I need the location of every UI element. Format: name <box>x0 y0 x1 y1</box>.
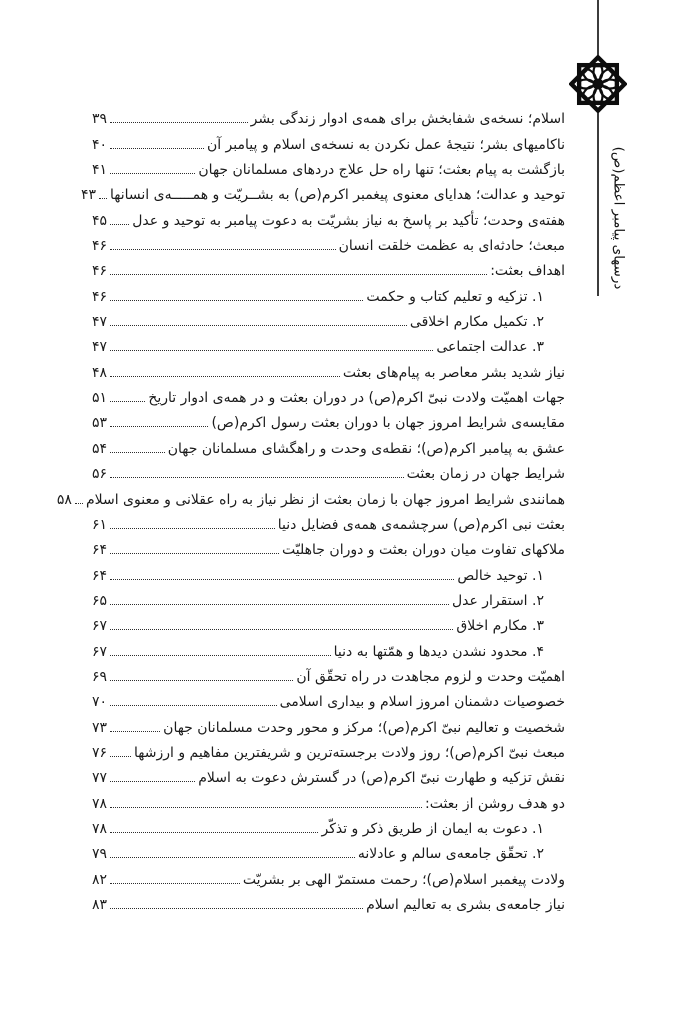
toc-entry-page[interactable]: ۷۳ <box>92 719 108 736</box>
dotted-leader <box>110 553 279 554</box>
toc-entry-label[interactable]: مبعث؛ حادثه‌ای به عظمت خلقت انسان <box>338 238 565 255</box>
toc-entry-label[interactable]: نقش تزکیه و طهارت نبیّ اکرم(ص) در گسترش دعوت به اسلام <box>198 770 565 787</box>
toc-entry-label[interactable]: دو هدف روشن از بعثت: <box>425 795 565 812</box>
toc-row[interactable] <box>92 333 565 358</box>
dotted-leader <box>110 579 454 580</box>
dotted-leader <box>110 807 422 808</box>
toc-row[interactable] <box>92 815 565 840</box>
toc-entry-label[interactable]: ۱. دعوت به ایمان از طریق ذکر و تذکّر <box>321 820 544 837</box>
toc-entry-label[interactable]: ۲. تکمیل مکارم اخلاقی <box>409 314 544 331</box>
toc-row[interactable] <box>92 789 565 814</box>
toc-entry-label[interactable]: بازگشت به پیام بعثت؛ تنها راه حل علاج دردهای مسلمانان جهان <box>198 162 565 179</box>
dotted-leader <box>110 376 340 377</box>
star-ornament-icon <box>569 55 627 113</box>
toc-entry-page[interactable]: ۸۲ <box>92 871 108 888</box>
toc-entry-label[interactable]: شخصیت و تعالیم نبیّ اکرم(ص)؛ مرکز و محور وحدت مسلمانان جهان <box>163 719 565 736</box>
toc-row[interactable] <box>92 637 565 662</box>
toc-row[interactable] <box>92 536 565 561</box>
toc-entry-page[interactable]: ۶۷ <box>92 643 108 660</box>
toc-entry-label[interactable]: عشق به پیامبر اکرم(ص)؛ نقطه‌ی وحدت و راهگشای مسلمانان جهان <box>167 440 565 457</box>
dotted-leader <box>110 122 248 123</box>
dotted-leader <box>110 832 318 833</box>
toc-row[interactable] <box>92 460 565 485</box>
dotted-leader <box>110 680 293 681</box>
toc-list <box>56 105 565 916</box>
toc-row[interactable] <box>92 587 565 612</box>
toc-entry-page[interactable]: ۵۴ <box>92 440 108 457</box>
toc-entry-label[interactable]: اهمیّت وحدت و لزوم مجاهدت در راه تحقّق آن <box>296 668 565 685</box>
toc-entry-page[interactable]: ۴۷ <box>92 339 108 356</box>
dotted-leader <box>110 173 195 174</box>
toc-row[interactable] <box>92 282 565 307</box>
toc-entry-page[interactable]: ۶۱ <box>92 516 108 533</box>
toc-entry-label[interactable]: مقایسه‌ی شرایط امروز جهان با دوران بعثت رسول اکرم(ص) <box>211 415 565 432</box>
toc-row[interactable] <box>80 181 565 206</box>
dotted-leader <box>110 781 195 782</box>
toc-row[interactable] <box>92 663 565 688</box>
dotted-leader <box>110 300 363 301</box>
toc-entry-label[interactable]: ۱. توحید خالص <box>457 567 544 584</box>
dotted-leader <box>110 705 277 706</box>
toc-row[interactable] <box>92 865 565 890</box>
toc-row[interactable] <box>92 612 565 637</box>
toc-entry-page[interactable]: ۷۷ <box>92 770 108 787</box>
toc-entry-page[interactable]: ۷۶ <box>92 744 108 761</box>
toc-entry-page[interactable]: ۵۶ <box>92 466 108 483</box>
dotted-leader <box>110 148 204 149</box>
toc-entry-label[interactable]: خصوصیات دشمنان امروز اسلام و بیداری اسلامی <box>279 694 565 711</box>
toc-entry-page[interactable]: ۴۵ <box>92 212 108 229</box>
toc-entry-page[interactable]: ۶۵ <box>92 592 108 609</box>
toc-entry-label[interactable]: مبعث نبیّ اکرم(ص)؛ روز ولادت برجسته‌ترین و شریفترین مفاهیم و ارزشها <box>134 744 565 761</box>
dotted-leader <box>110 452 165 453</box>
toc-entry-page[interactable]: ۵۳ <box>92 415 108 432</box>
dotted-leader <box>110 908 363 909</box>
toc-row[interactable] <box>56 485 565 510</box>
dotted-leader <box>110 426 208 427</box>
toc-entry-page[interactable]: ۳۹ <box>92 111 108 128</box>
dotted-leader <box>75 503 83 504</box>
toc-row[interactable] <box>92 232 565 257</box>
toc-entry-label[interactable]: جهات اهمیّت ولادت نبیّ اکرم(ص) در دوران بعثت و در همه‌ی ادوار تاریخ <box>148 390 565 407</box>
toc-entry-label[interactable]: ۴. محدود نشدن دیدها و همّتها به دنیا <box>333 643 544 660</box>
dotted-leader <box>110 224 129 225</box>
toc-entry-page[interactable]: ۷۰ <box>92 694 108 711</box>
toc-row[interactable] <box>92 308 565 333</box>
toc-entry-label[interactable]: توحید و عدالت؛ هدایای معنوی پیغمبر اکرم(ص) به بشــریّت و همـــــه‌ی انسانها <box>110 187 565 204</box>
toc-row[interactable] <box>92 409 565 434</box>
toc-entry-page[interactable]: ۴۷ <box>92 314 108 331</box>
toc-row[interactable] <box>92 561 565 586</box>
toc-entry-page[interactable]: ۵۸ <box>56 491 72 508</box>
toc-entry-label[interactable]: ناکامیهای بشر؛ نتیجهٔ عمل نکردن به نسخه‌ی اسلام و پیامبر آن <box>206 136 565 153</box>
dotted-leader <box>110 249 336 250</box>
toc-row[interactable] <box>92 511 565 536</box>
toc-entry-label[interactable]: ۳. مکارم اخلاق <box>456 618 544 635</box>
toc-entry-label[interactable]: شرایط جهان در زمان بعثت <box>406 466 565 483</box>
dotted-leader <box>110 401 145 402</box>
toc-entry-page[interactable]: ۶۴ <box>92 542 108 559</box>
toc-entry-page[interactable]: ۸۳ <box>92 897 108 913</box>
dotted-leader <box>110 325 407 326</box>
toc-entry-page[interactable]: ۴۱ <box>92 162 108 179</box>
dotted-leader <box>110 604 449 605</box>
toc-entry-label[interactable]: اهداف بعثت: <box>490 263 565 280</box>
toc-row[interactable] <box>92 156 565 181</box>
dotted-leader <box>110 350 433 351</box>
toc-entry-page[interactable]: ۷۸ <box>92 820 108 837</box>
toc-entry-page[interactable]: ۵۱ <box>92 390 108 407</box>
toc-entry-label[interactable]: هفته‌ی وحدت؛ تأکید بر پاسخ به نیاز بشریّت به دعوت پیامبر به توحید و عدل <box>132 212 565 229</box>
toc-row[interactable] <box>92 713 565 738</box>
toc-entry-page[interactable]: ۴۸ <box>92 364 108 381</box>
toc-entry-page[interactable]: ۴۶ <box>92 288 108 305</box>
dotted-leader <box>110 655 331 656</box>
toc-row[interactable] <box>92 840 565 865</box>
toc-entry-page[interactable]: ۷۸ <box>92 795 108 812</box>
dotted-leader <box>110 528 275 529</box>
book-title-text: درسهای پیامبر اعظم(ص) <box>610 146 626 290</box>
toc-entry-page[interactable]: ۴۶ <box>92 238 108 255</box>
toc-entry-label[interactable]: ولادت پیغمبر اسلام(ص)؛ رحمت مستمرّ الهی بر بشریّت <box>242 871 565 888</box>
toc-entry-label[interactable]: اسلام؛ نسخه‌ی شفابخش برای همه‌ی ادوار زندگی بشر <box>250 111 565 128</box>
toc-entry-page[interactable]: ۴۳ <box>80 187 97 204</box>
toc-entry-page[interactable]: ۶۹ <box>92 668 108 685</box>
dotted-leader <box>110 629 453 630</box>
toc-entry-label[interactable]: ملاکهای تفاوت میان دوران بعثت و دوران جاهلیّت <box>282 542 565 559</box>
toc-entry-label[interactable]: ۱. تزکیه و تعلیم کتاب و حکمت <box>366 288 544 305</box>
dotted-leader <box>110 756 131 757</box>
toc-entry-label[interactable]: نیاز شدید بشر معاصر به پیام‌های بعثت <box>342 364 565 381</box>
toc-row[interactable] <box>92 434 565 459</box>
toc-entry-page[interactable]: ۴۶ <box>92 263 108 280</box>
toc-row[interactable] <box>92 206 565 231</box>
toc-row[interactable] <box>92 384 565 409</box>
toc-entry-page[interactable]: ۶۷ <box>92 618 108 635</box>
dotted-leader <box>99 198 107 199</box>
toc-row[interactable] <box>92 688 565 713</box>
toc-entry-page[interactable]: ۶۴ <box>92 567 108 584</box>
toc-entry-label[interactable]: بعثت نبی اکرم(ص) سرچشمه‌ی همه‌ی فضایل دنیا <box>277 516 565 533</box>
toc-row[interactable] <box>92 891 565 916</box>
toc-row[interactable] <box>92 130 565 155</box>
dotted-leader <box>110 274 487 275</box>
toc-row[interactable] <box>92 358 565 383</box>
toc-entry-label[interactable]: همانندی شرایط امروز جهان با زمان بعثت از نظر نیاز به راه عقلانی و معنوی اسلام <box>85 491 565 508</box>
dotted-leader <box>110 731 160 732</box>
toc-entry-page[interactable]: ۴۰ <box>92 136 108 153</box>
toc-row[interactable] <box>92 257 565 282</box>
toc-row[interactable] <box>92 105 565 130</box>
toc-entry-label[interactable]: ۲. استقرار عدل <box>451 592 544 609</box>
toc-entry-label[interactable]: ۲. تحقّق جامعه‌ی سالم و عادلانه <box>357 846 544 863</box>
dotted-leader <box>110 857 355 858</box>
toc-row[interactable] <box>92 764 565 789</box>
toc-entry-label[interactable]: ۳. عدالت اجتماعی <box>436 339 544 356</box>
dotted-leader <box>110 477 404 478</box>
book-title-vertical <box>596 138 640 298</box>
toc-entry-page[interactable]: ۷۹ <box>92 846 108 863</box>
toc-row[interactable] <box>92 739 565 764</box>
toc-entry-label[interactable]: نیاز جامعه‌ی بشری به تعالیم اسلام <box>366 897 565 913</box>
dotted-leader <box>110 883 240 884</box>
